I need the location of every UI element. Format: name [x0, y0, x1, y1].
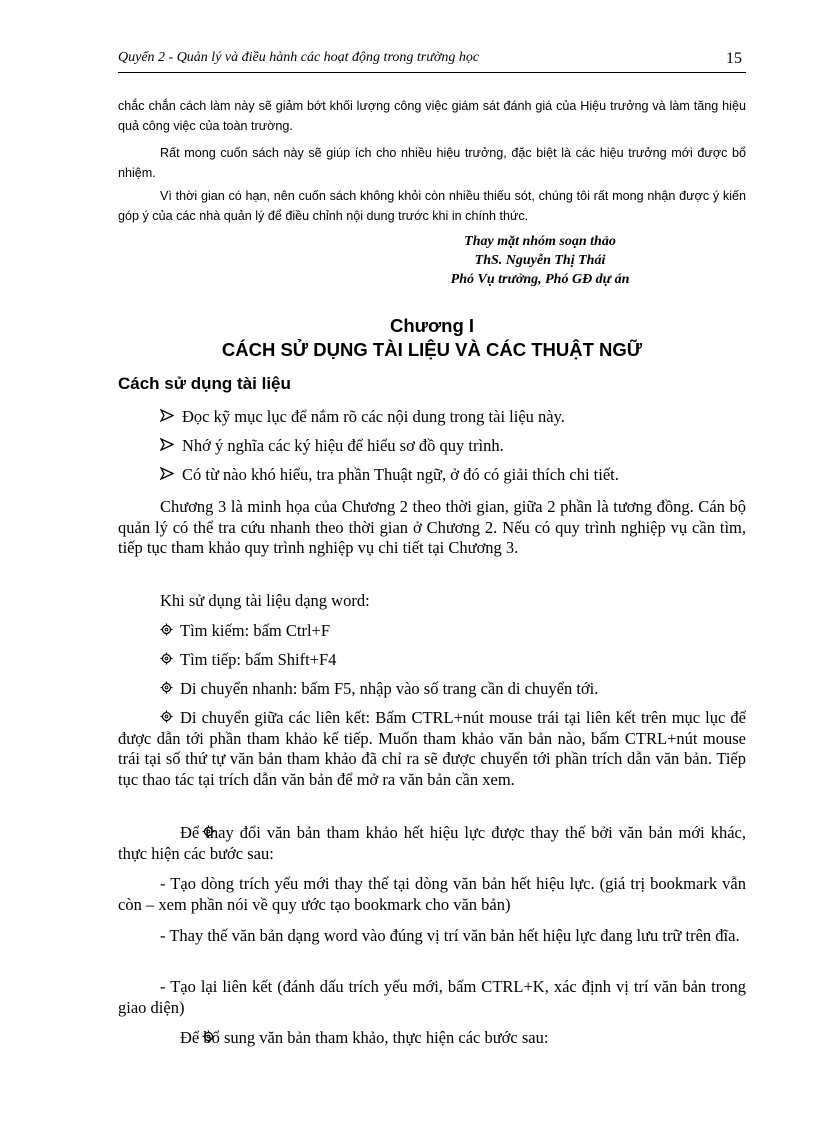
running-header: [118, 50, 746, 73]
links-paragraph-text: Di chuyển giữa các liên kết: Bấm CTRL+nút mouse trái tại liên kết trên mục lục để được dẫn tới phần tham khảo kế tiếp. Muốn tham khảo văn bản nào, bấm CTRL+nút mouse trái tại số thứ tự văn bản tham khảo đã chỉ ra sẽ được chuyển tới phần trích dẫn văn bản. Tiếp tục thao tác tại trích dẫn văn bản để mở ra văn bản cần xem.: [118, 708, 746, 789]
intro-paragraph-2: Rất mong cuốn sách này sẽ giúp ích cho nhiều hiệu trưởng, đặc biệt là các hiệu trưởng mới được bổ nhiệm.: [118, 146, 746, 180]
list-item: [160, 407, 565, 427]
bullet-text: Nhớ ý nghĩa các ký hiệu để hiểu sơ đồ quy trình.: [182, 436, 504, 455]
word-item-text: Tìm kiếm: bấm Ctrl+F: [180, 621, 331, 640]
page-number: 15: [726, 50, 742, 67]
section-title: Cách sử dụng tài liệu: [118, 374, 291, 393]
list-item: [160, 465, 619, 485]
gear-bullet-icon: [160, 823, 180, 844]
chapter-number: Chương I: [389, 315, 475, 336]
replace-paragraph-text: Để thay đổi văn bản tham khảo hết hiệu lực được thay thế bởi văn bản mới khác, thực hiện các bước sau:: [118, 823, 746, 863]
gear-bullet-icon: [160, 621, 180, 641]
add-paragraph-text: Để bổ sung văn bản tham khảo, thực hiện các bước sau:: [180, 1028, 549, 1047]
bullet-text: Đọc kỹ mục lục để nắm rõ các nội dung trong tài liệu này.: [182, 407, 565, 426]
links-paragraph: [118, 708, 746, 790]
signature-line-3: Phó Vụ trưởng, Phó GĐ dự án: [450, 272, 630, 287]
list-item: [160, 679, 598, 699]
intro-paragraph-1: chắc chắn cách làm này sẽ giảm bớt khối lượng công việc giám sát đánh giá của Hiệu trưởng và làm tăng hiệu quả công việc của toàn trường.: [118, 99, 746, 133]
step-2: - Thay thế văn bản dạng word vào đúng vị trí văn bản hết hiệu lực đang lưu trữ trên đĩa.: [160, 926, 740, 945]
signature-line-2: ThS. Nguyễn Thị Thái: [474, 253, 606, 268]
replace-paragraph: [118, 823, 746, 864]
signature-line-1: Thay mặt nhóm soạn thảo: [464, 234, 616, 249]
chapter-title: CÁCH SỬ DỤNG TÀI LIỆU VÀ CÁC THUẬT NGỮ: [221, 339, 643, 360]
word-item-text: Tìm tiếp: bấm Shift+F4: [180, 650, 337, 669]
add-paragraph: [118, 1028, 746, 1049]
arrow-bullet-icon: [160, 465, 182, 485]
intro-paragraph-3: Vì thời gian có hạn, nên cuốn sách không khỏi còn nhiều thiếu sót, chúng tôi rất mong nhận được ý kiến góp ý của các nhà quản lý để điều chỉnh nội dung trước khi in chính thức.: [118, 189, 746, 223]
step-1: - Tạo dòng trích yếu mới thay thế tại dòng văn bản hết hiệu lực. (giá trị bookmark vẫn còn – xem phần nói về quy ước tạo bookmark cho văn bản): [118, 874, 746, 914]
gear-bullet-icon: [160, 1028, 180, 1049]
gear-bullet-icon: [160, 679, 180, 699]
word-item-text: Di chuyển nhanh: bấm F5, nhập vào số trang cần di chuyển tới.: [180, 679, 599, 698]
list-item: [160, 650, 336, 670]
list-item: [160, 621, 330, 641]
paragraph-chapter3: Chương 3 là minh họa của Chương 2 theo thời gian, giữa 2 phần là tương đồng. Cán bộ quản lý có thể tra cứu nhanh theo thời gian ở Chương 2. Nếu có quy trình nghiệp vụ cần tìm, tiếp tục tham khảo quy trình nghiệp vụ chi tiết tại Chương 3.: [118, 497, 746, 557]
arrow-bullet-icon: [160, 436, 182, 456]
gear-bullet-icon: [160, 650, 180, 670]
header-title: Quyển 2 - Quản lý và điều hành các hoạt động trong trường học: [118, 50, 480, 65]
arrow-bullet-icon: [160, 407, 182, 427]
gear-bullet-icon: [160, 708, 180, 729]
word-usage-intro: Khi sử dụng tài liệu dạng word:: [160, 591, 370, 610]
step-3: - Tạo lại liên kết (đánh dấu trích yếu mới, bấm CTRL+K, xác định vị trí văn bản trong giao diện): [118, 977, 746, 1017]
bullet-text: Có từ nào khó hiểu, tra phần Thuật ngữ, ở đó có giải thích chi tiết.: [182, 465, 619, 484]
list-item: [160, 436, 504, 456]
